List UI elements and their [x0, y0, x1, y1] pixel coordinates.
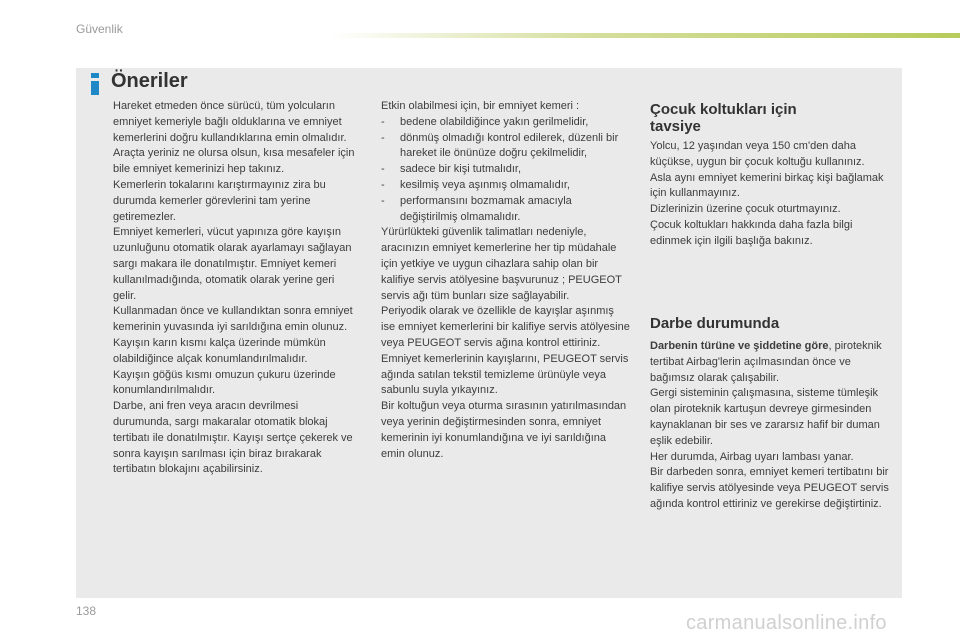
lead-rest: , piroteknik tertibat Airbag'lerin açılmasından önce ve bağımsız olarak çalışabilir.	[650, 340, 882, 384]
column-2	[381, 99, 631, 462]
list-item: - sadece bir kişi tutmalıdır,	[381, 163, 522, 176]
watermark: carmanualsonline.info	[686, 612, 887, 634]
lead-bold: Darbenin türüne ve şiddetine göre	[650, 340, 829, 352]
impact-section	[650, 339, 895, 513]
paragraph: Periyodik olarak ve özellikle de kayışlar aşınmış ise emniyet kemerlerini bir kalifiye servis atölyesine veya PEUGEOT servis ağına kontrol ettiriniz.	[381, 305, 630, 349]
paragraph	[650, 339, 895, 386]
paragraph: Emniyet kemerleri, vücut yapınıza göre kayışın uzunluğunu otomatik olarak ayarlamayı sağlayan sargı makara ile donatılmıştır. Emniyet kemeri kullanılmadığında, otomatik olarak yerine geri gelir.	[113, 226, 352, 302]
paragraph: Kayışın karın kısmı kalça üzerinde mümkün olabildiğince alçak konumlandırılmalıdır.	[113, 336, 326, 365]
child-seats-heading: Çocuk koltukları için tavsiye	[650, 101, 797, 135]
impact-heading: Darbe durumunda	[650, 315, 780, 332]
paragraph: Yürürlükteki güvenlik talimatları nedeniyle, aracınızın emniyet kemerlerine her tip müdahale için yetkiye ve uygun cihazlara sahip olan bir kalifiye servis atölyesine başvurunuz ; PEUGEOT servis ağı tüm bunları size sağlayabilir.	[381, 226, 622, 302]
paragraph: Dizlerinizin üzerine çocuk oturtmayınız.	[650, 203, 841, 216]
bullet-intro: Etkin olabilmesi için, bir emniyet kemeri :	[381, 100, 580, 112]
paragraph: Kemerlerin tokalarını karıştırmayınız zira bu durumda kemerler görevlerini tam yerine getiremezler.	[113, 178, 326, 223]
paragraph: Çocuk koltukları hakkında daha fazla bilgi edinmek için ilgili başlığa bakınız.	[650, 218, 853, 247]
paragraph: Darbe, ani fren veya aracın devrilmesi durumunda, sargı makaralar otomatik blokaj tertibatı ile donatılmıştır. Kayışı sertçe çekerek ve sonra kayışın sarılması için biraz bırakarak tertibatın blokajını açabilirsiniz.	[113, 400, 353, 476]
column-1	[113, 99, 358, 478]
paragraph: Araçta yeriniz ne olursa olsun, kısa mesafeler için bile emniyet kemerinizi hep takınız.	[113, 147, 355, 176]
header-accent-bar	[330, 33, 960, 38]
paragraph: Emniyet kemerlerinin kayışlarını, PEUGEOT servis ağında satılan tekstil temizleme ürünüyle veya sabunlu suyla yıkayınız.	[381, 352, 629, 397]
paragraph: Hareket etmeden önce sürücü, tüm yolcuların emniyet kemeriyle bağlı olduklarına ve emniyet kemerlerini doğru kullandıklarına emin olmalıdır.	[113, 100, 347, 144]
paragraph: Asla aynı emniyet kemerini birkaç kişi bağlamak için kullanmayınız.	[650, 171, 884, 200]
panel-heading: Öneriler	[111, 70, 188, 92]
list-item: - kesilmiş veya aşınmış olmamalıdır,	[381, 178, 570, 191]
paragraph: Bir koltuğun veya oturma sırasının yatırılmasından veya yerinin değiştirmesinden sonra, emniyet kemerinin iyi konumlandığına ve iyi sarıldığına emin olunuz.	[381, 400, 627, 460]
list-item: - dönmüş olmadığı kontrol edilerek, düzenli bir hareket ile önünüze doğru çekilmelidir,	[381, 131, 619, 160]
info-icon	[88, 73, 103, 95]
section-title: Güvenlik	[76, 22, 123, 36]
paragraph: Kullanmadan önce ve kullandıktan sonra emniyet kemerinin yuvasında iyi sarıldığına emin olunuz.	[113, 305, 353, 334]
paragraph: Yolcu, 12 yaşından veya 150 cm'den daha küçükse, uygun bir çocuk koltuğu kullanınız.	[650, 140, 865, 168]
child-seats-section	[650, 139, 895, 250]
paragraph: Gergi sisteminin çalışmasına, sisteme tümleşik olan piroteknik kartuşun devreye girmesinden kaynaklanan bir ses ve zararsız hafif bir duman eşlik edebilir.	[650, 387, 880, 447]
paragraph: Kayışın göğüs kısmı omuzun çukuru üzerinde konumlandırılmalıdır.	[113, 368, 336, 397]
page-number: 138	[76, 604, 97, 618]
paragraph: Bir darbeden sonra, emniyet kemeri tertibatını bir kalifiye servis atölyesinde veya PEUGEOT servis ağında kontrol ettiriniz ve gerekirse değiştirtiniz.	[650, 466, 889, 510]
list-item: - performansını bozmamak amacıyla değiştirilmiş olmamalıdır.	[381, 194, 572, 223]
list-item: - bedene olabildiğince yakın gerilmelidir,	[381, 115, 589, 128]
paragraph: Her durumda, Airbag uyarı lambası yanar.	[650, 450, 854, 463]
